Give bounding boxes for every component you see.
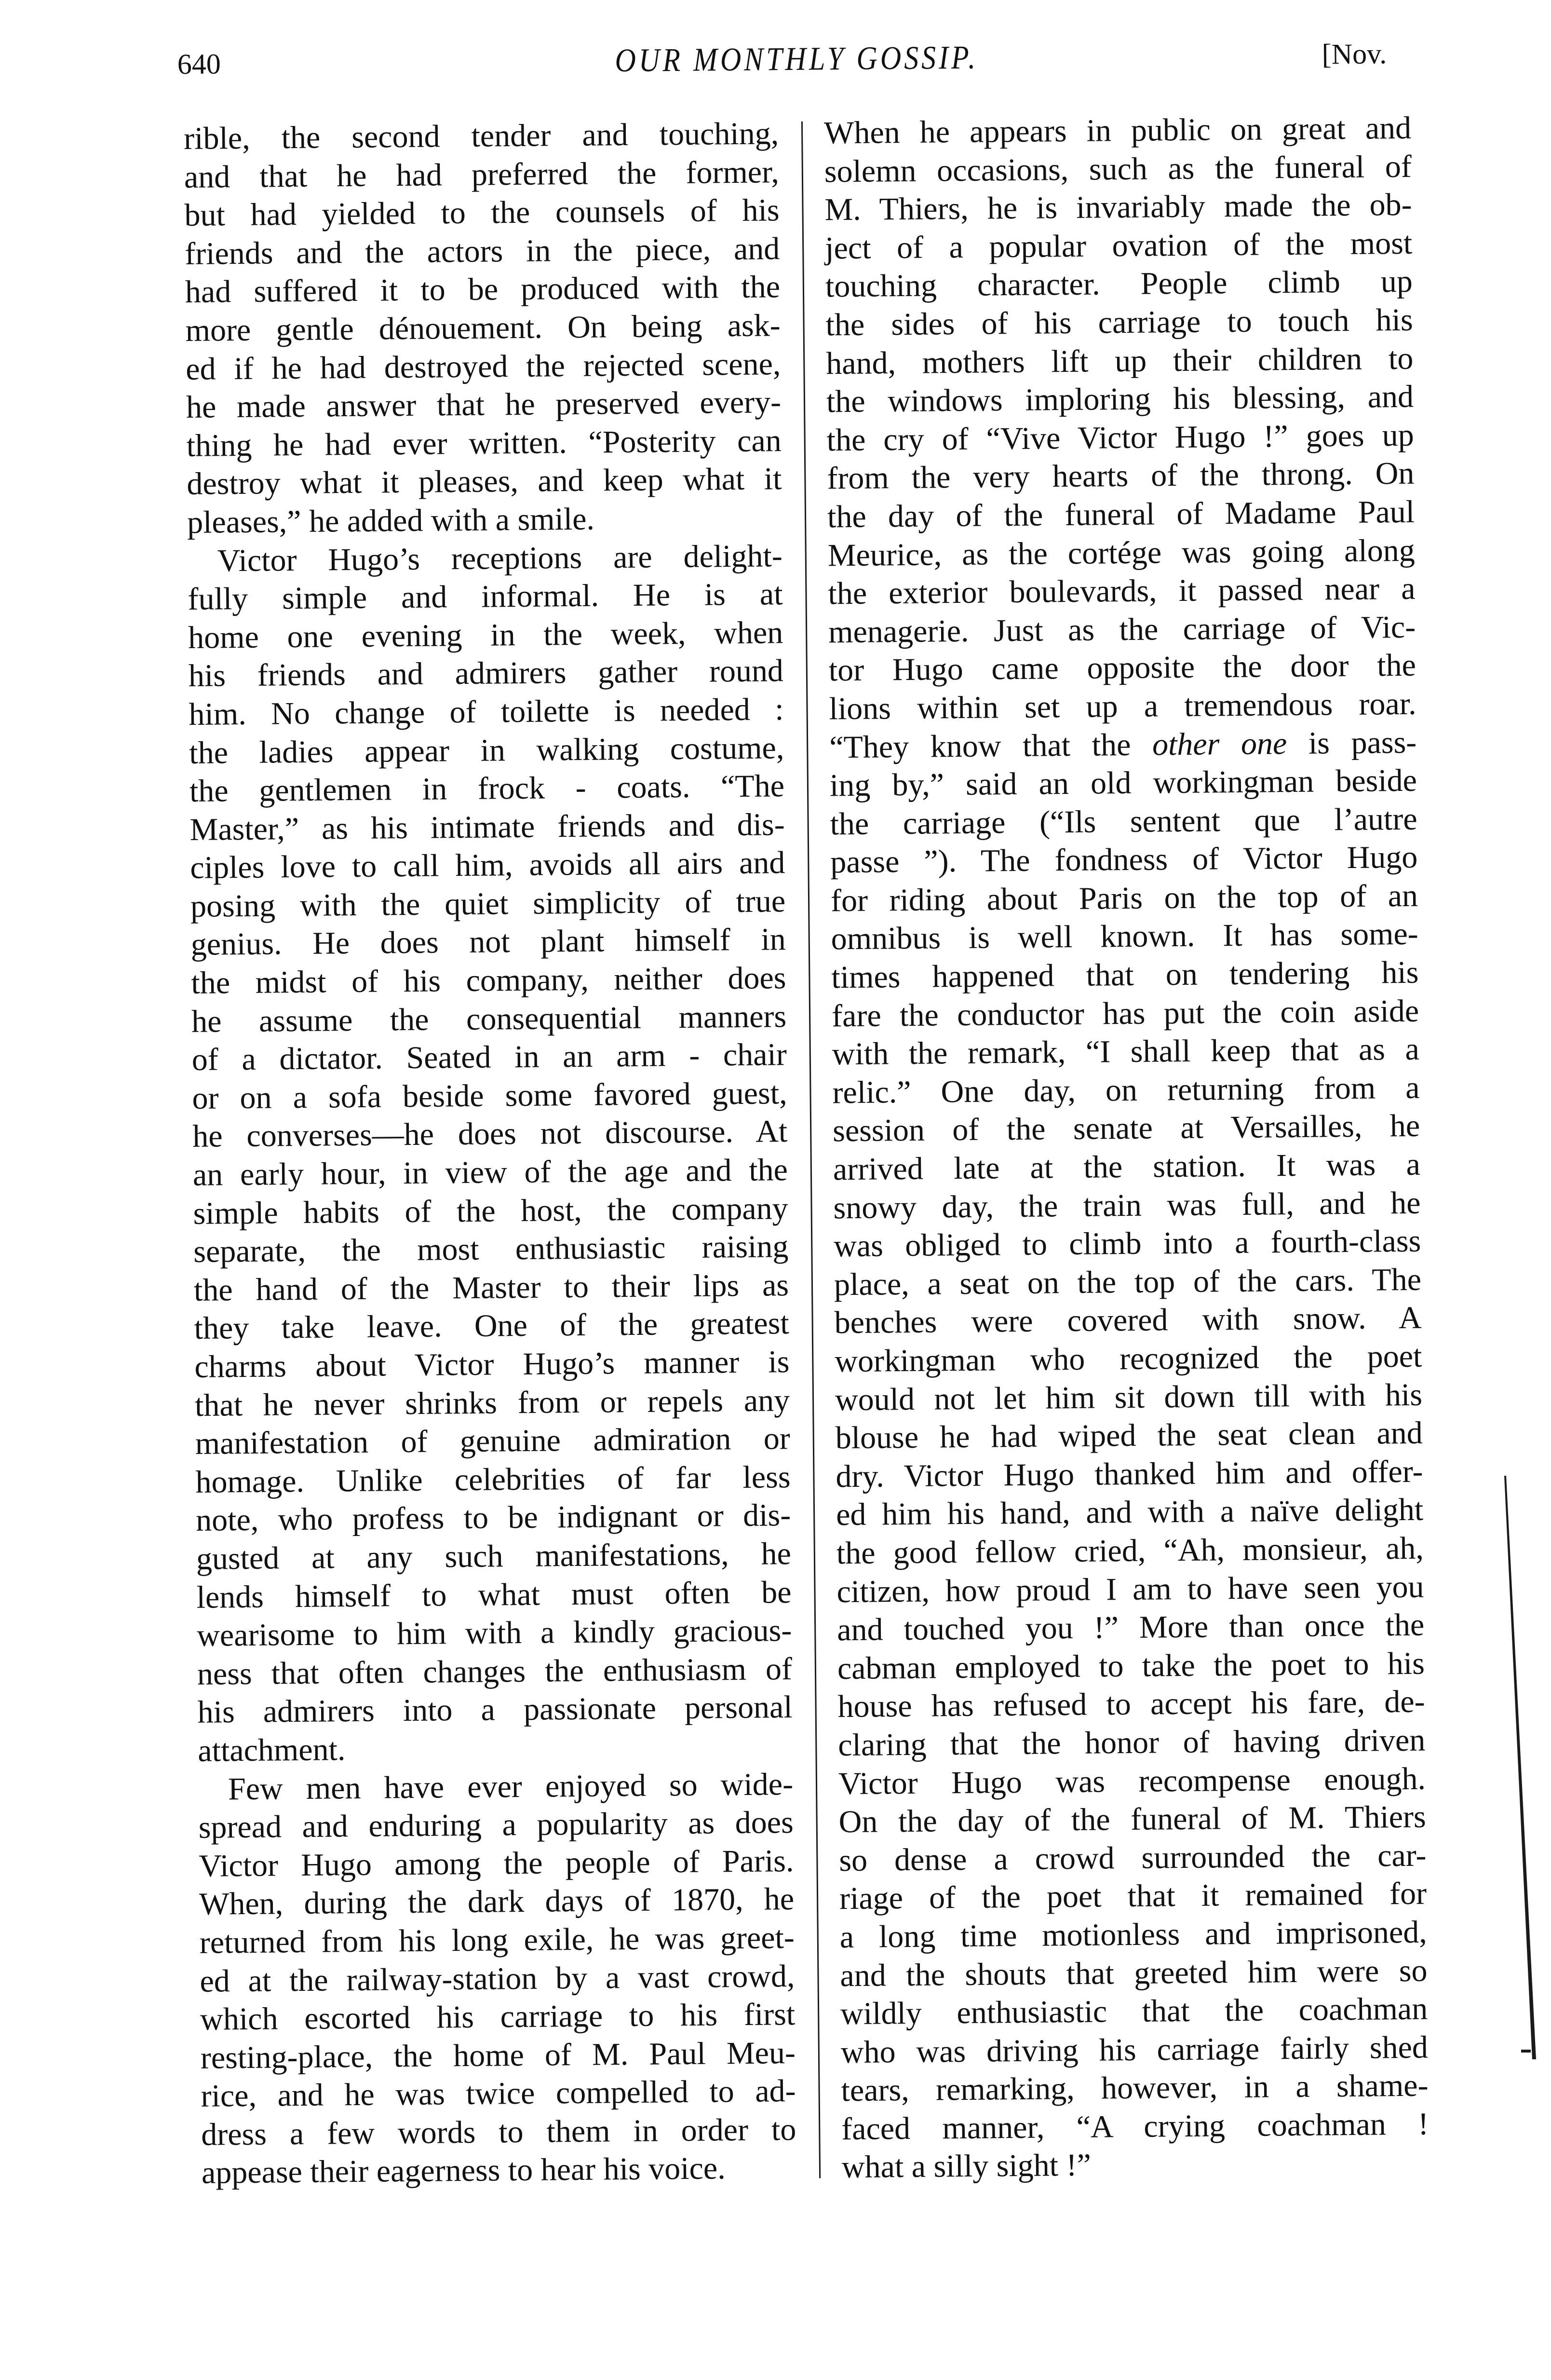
text-line: wearisome to him with a kindly gracious- <box>196 1613 792 1654</box>
text-line: gusted at any such manifestations, he <box>196 1536 792 1577</box>
text-line: passe ”). The fondness of Victor Hugo <box>830 840 1418 880</box>
text-line: place, a seat on the top of the cars. The <box>834 1262 1422 1303</box>
text-run: “They know that the <box>829 727 1153 765</box>
text-line: more gentle dénouement. On being ask- <box>185 308 781 348</box>
text-line: what a silly sight !” <box>841 2148 1092 2185</box>
text-line: solemn occasions, such as the funeral of <box>824 149 1412 189</box>
text-line: was obliged to climb into a fourth-class <box>833 1223 1421 1264</box>
text-line: lions within set up a tremendous roar. <box>829 686 1416 727</box>
text-line: benches were covered with snow. A <box>834 1300 1422 1341</box>
text-line: ciples love to call him, avoids all airs and <box>190 845 785 886</box>
column-divider <box>801 122 821 2178</box>
text-line: he assume the consequential manners <box>191 998 787 1039</box>
text-line: note, who profess to be indignant or dis- <box>195 1497 791 1538</box>
text-line: simple habits of the host, the company <box>193 1190 788 1231</box>
text-line: ject of a popular ovation of the most <box>824 225 1413 266</box>
text-line: wildly enthusiastic that the coachman <box>840 1991 1428 2032</box>
text-line: session of the senate at Versailles, he <box>832 1108 1420 1149</box>
text-line: When he appears in public on great and <box>823 110 1412 151</box>
text-line: the carriage (“Ils sentent que l’autre <box>830 801 1417 842</box>
text-line: appease their eagerness to hear his voice. <box>201 2150 726 2191</box>
text-line: fare the conductor has put the coin aside <box>831 993 1419 1034</box>
text-line: which escorted his carriage to his first <box>200 1997 796 2037</box>
text-line: his friends and admirers gather round <box>188 653 784 694</box>
text-line: ed him his hand, and with a naïve delight <box>836 1492 1424 1533</box>
text-line: that he never shrinks from or repels any <box>194 1382 790 1423</box>
issue-month: [Nov. <box>1322 38 1387 70</box>
text-line: touching character. People climb up <box>825 264 1413 304</box>
text-column-right <box>824 109 1429 2187</box>
text-line: he made answer that he preserved every- <box>186 384 782 425</box>
text-line: dress a few words to them in order to <box>201 2111 796 2152</box>
text-line: returned from his long exile, he was greet- <box>199 1919 795 1960</box>
text-line: blouse he had wiped the seat clean and <box>835 1415 1423 1456</box>
text-line: would not let him sit down till with his <box>835 1377 1423 1417</box>
text-line: but had yielded to the counsels of his <box>184 192 780 233</box>
text-line: so dense a crowd surrounded the car- <box>839 1837 1427 1878</box>
text-column-left <box>184 114 796 2192</box>
text-line: an early hour, in view of the age and the <box>192 1152 788 1193</box>
text-line: with the remark, “I shall keep that as a <box>832 1031 1420 1072</box>
text-line: Victor Hugo was recompense enough. <box>838 1761 1426 1801</box>
text-line: the hand of the Master to their lips as <box>193 1267 789 1308</box>
text-line: dry. Victor Hugo thanked him and offer- <box>836 1454 1423 1495</box>
text-line: riage of the poet that it remained for <box>839 1876 1427 1917</box>
text-line: him. No change of toilette is needed : <box>189 692 784 732</box>
text-line: On the day of the funeral of M. Thiers <box>838 1799 1426 1840</box>
text-line: times happened that on tendering his <box>831 954 1419 995</box>
text-line: attachment. <box>198 1732 346 1768</box>
text-line: lends himself to what must often be <box>196 1574 792 1615</box>
text-line: Few men have ever enjoyed so wide- <box>228 1766 794 1807</box>
text-line: relic.” One day, on returning from a <box>832 1070 1420 1111</box>
text-line: When, during the dark days of 1870, he <box>199 1881 795 1922</box>
text-line: ness that often changes the enthusiasm of <box>197 1651 793 1692</box>
text-line: Meurice, as the cortége was going along <box>827 532 1416 573</box>
text-line: homage. Unlike celebrities of far less <box>195 1459 791 1500</box>
text-line: the sides of his carriage to touch his <box>825 302 1413 343</box>
text-line: house has refused to accept his fare, de- <box>837 1684 1425 1725</box>
text-line: tor Hugo came opposite the door the <box>828 648 1416 688</box>
text-line: the windows imploring his blessing, and <box>826 379 1414 420</box>
text-line: destroy what it pleases, and keep what it <box>187 461 782 502</box>
text-line: the day of the funeral of Madame Paul <box>827 494 1415 535</box>
text-line: they take leave. One of the greatest <box>194 1306 790 1346</box>
text-line: the cry of “Vive Victor Hugo !” goes up <box>826 417 1414 458</box>
text-line: workingman who recognized the poet <box>835 1338 1422 1379</box>
text-line: or on a sofa beside some favored guest, <box>192 1075 787 1116</box>
text-line: of a dictator. Seated in an arm - chair <box>191 1037 787 1078</box>
text-line: home one evening in the week, when <box>188 614 783 655</box>
text-line: menagerie. Just as the carriage of Vic- <box>828 609 1416 650</box>
text-line: a long time motionless and imprisoned, <box>839 1914 1428 1955</box>
text-line: manifestation of genuine admiration or <box>195 1421 791 1462</box>
text-line: the midst of his company, neither does <box>191 960 786 1001</box>
text-line: genius. He does not plant himself in <box>190 922 786 963</box>
text-line: who was driving his carriage fairly shed <box>840 2029 1429 2070</box>
text-line: Victor Hugo among the people of Paris. <box>199 1843 794 1884</box>
text-line: posing with the quiet simplicity of true <box>190 884 786 924</box>
text-line: the gentlemen in frock - coats. “The <box>189 768 785 809</box>
text-line: hand, mothers lift up their children to <box>825 340 1414 381</box>
text-line: charms about Victor Hugo’s manner is <box>194 1344 790 1385</box>
text-line: rice, and he was twice compelled to ad- <box>201 2073 796 2114</box>
text-line: resting-place, the home of M. Paul Meu- <box>200 2035 796 2076</box>
page-number: 640 <box>177 48 221 81</box>
text-line: fully simple and informal. He is at <box>188 576 783 617</box>
text-line: Victor Hugo’s receptions are delight- <box>217 538 783 578</box>
text-line: separate, the most enthusiastic raising <box>193 1229 789 1270</box>
text-line: M. Thiers, he is invariably made the ob- <box>824 187 1412 228</box>
text-line: had suffered it to be produced with the <box>185 269 781 310</box>
text-line: spread and enduring a popularity as does <box>198 1805 794 1845</box>
text-line: arrived late at the station. It was a <box>833 1146 1421 1187</box>
text-line: Master,” as his intimate friends and dis- <box>189 806 785 847</box>
text-line: he converses—he does not discourse. At <box>192 1114 788 1155</box>
text-line: pleases,” he added with a smile. <box>187 501 595 540</box>
text-line: and that he had preferred the former, <box>184 154 780 195</box>
text-line <box>829 723 1417 766</box>
text-line: and touched you !” More than once the <box>836 1607 1425 1648</box>
text-line: tears, remarking, however, in a shame- <box>841 2067 1429 2108</box>
text-line: omnibus is well known. It has some- <box>831 916 1419 957</box>
text-line: for riding about Paris on the top of an <box>830 878 1418 919</box>
text-line: ing by,” said an old workingman beside <box>829 762 1417 803</box>
text-line: rible, the second tender and touching, <box>183 116 779 156</box>
text-line: snowy day, the train was full, and he <box>833 1185 1421 1225</box>
text-line: the good fellow cried, “Ah, monsieur, ah, <box>836 1530 1424 1571</box>
text-line: claring that the honor of having driven <box>838 1722 1426 1763</box>
running-title: OUR MONTHLY GOSSIP. <box>615 39 979 79</box>
text-line: the ladies appear in walking costume, <box>189 730 784 771</box>
text-line: ed at the railway-station by a vast crowd, <box>200 1958 795 1999</box>
text-line: citizen, how proud I am to have seen you <box>836 1569 1424 1609</box>
text-line: faced manner, “A crying coachman ! <box>841 2106 1429 2147</box>
text-line: friends and the actors in the piece, and <box>184 231 780 272</box>
text-line: the exterior boulevards, it passed near a <box>828 571 1416 612</box>
text-run: is pass- <box>1286 724 1417 761</box>
text-line: and the shouts that greeted him were so <box>840 1953 1428 1993</box>
text-line: cabman employed to take the poet to his <box>837 1646 1425 1686</box>
text-line: thing he had ever written. “Posterity can <box>186 422 782 463</box>
text-line: ed if he had destroyed the rejected scene, <box>186 346 781 387</box>
text-line: his admirers into a passionate personal <box>197 1689 793 1730</box>
text-line: from the very hearts of the throng. On <box>827 456 1415 496</box>
italic-phrase: other one <box>1152 725 1287 762</box>
